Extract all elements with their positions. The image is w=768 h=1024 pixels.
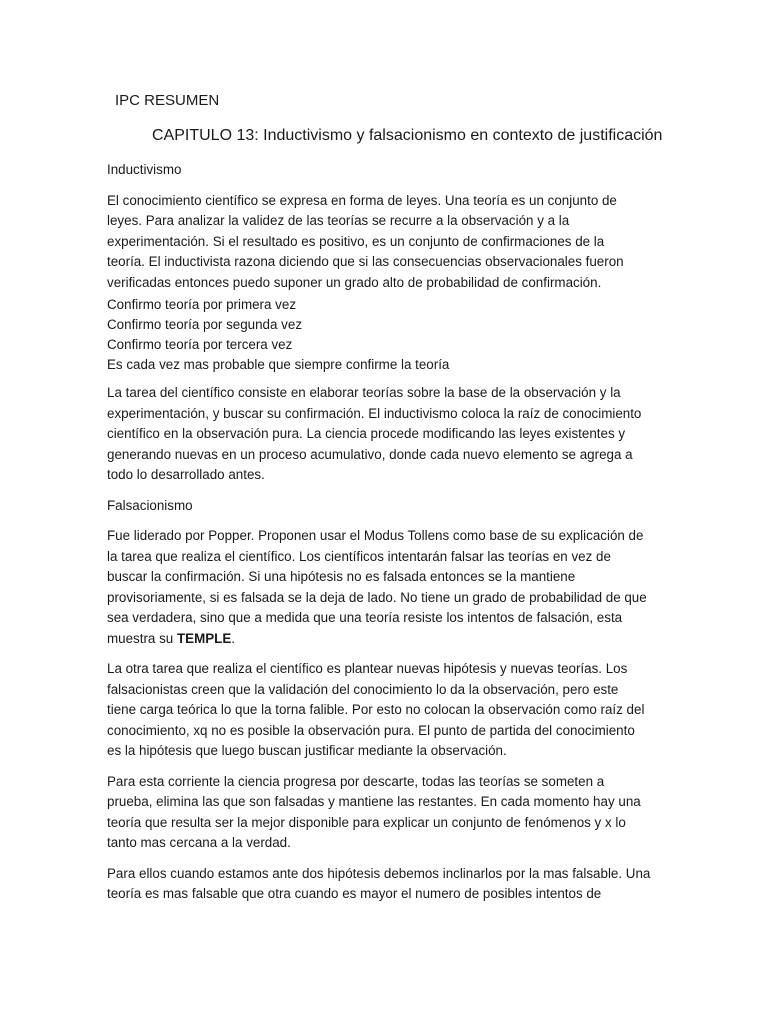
- text-line: teoría. El inductivista razona diciendo que si las consecuencias observacionales fueron: [107, 254, 624, 269]
- text-line: provisoriamente, si es falsada se la deja de lado. No tiene un grado de probabilidad de que: [107, 589, 647, 605]
- text-line: buscar la confirmación. Si una hipótesis no es falsada entonces se la mantiene: [107, 569, 576, 584]
- text-line: prueba, elimina las que son falsadas y mantiene las restantes. En cada momento hay una: [107, 794, 641, 809]
- section-heading-falsacionismo: Falsacionismo: [107, 497, 193, 513]
- text-line: sea verdadera, sino que a medida que una teoría resiste los intentos de falsación, esta: [107, 610, 623, 625]
- text-line: la tarea que realiza el científico. Los científicos intentarán falsar las teorías en vez de: [107, 548, 611, 564]
- text-line: experimentación, y buscar su confirmación. El inductivismo coloca la raíz de conocimiento: [107, 405, 642, 421]
- text-line: científico en la observación pura. La ciencia procede modificando las leyes existentes y: [107, 426, 626, 441]
- text-line: generando nuevas en un proceso acumulativo, donde cada nuevo elemento se agrega a: [107, 446, 633, 462]
- document-body: [107, 160, 667, 915]
- text-fragment: muestra su: [107, 630, 177, 646]
- text-line: El conocimiento científico se expresa en forma de leyes. Una teoría es un conjunto de: [107, 192, 617, 208]
- list-item: Confirmo teoría por segunda vez: [107, 317, 303, 332]
- document-title: IPC RESUMEN: [115, 92, 220, 109]
- paragraph-inductivismo-1: [107, 191, 667, 294]
- paragraph-falsacionismo-1: [107, 526, 667, 649]
- list-item: Confirmo teoría por primera vez: [107, 297, 297, 312]
- text-line: verificadas entonces puedo suponer un grado alto de probabilidad de confirmación.: [107, 274, 602, 290]
- bold-term-temple: TEMPLE: [176, 630, 232, 646]
- text-line: experimentación. Si el resultado es positivo, es un conjunto de confirmaciones de la: [107, 233, 605, 249]
- text-line: todo lo desarrollado antes.: [107, 467, 265, 482]
- list-item: Es cada vez mas probable que siempre confirme la teoría: [107, 357, 450, 372]
- paragraph-falsacionismo-2: [107, 659, 667, 762]
- text-line: tanto mas cercana a la verdad.: [107, 835, 291, 850]
- text-line: teoría que resulta ser la mejor disponible para explicar un conjunto de fenómenos y x lo: [107, 814, 626, 830]
- text-line: La tarea del científico consiste en elaborar teorías sobre la base de la observación y la: [107, 385, 621, 400]
- text-line: teoría es mas falsable que otra cuando es mayor el numero de posibles intentos de: [107, 886, 602, 901]
- section-heading-inductivismo: Inductivismo: [107, 162, 182, 177]
- text-line: falsacionistas creen que la validación del conocimiento lo da la observación, pero este: [107, 681, 619, 697]
- text-line: leyes. Para analizar la validez de las teorías se recurre a la observación y a la: [107, 213, 570, 228]
- confirmation-list: [107, 295, 667, 375]
- text-line: conocimiento, xq no es posible la observación pura. El punto de partida del conocimiento: [107, 722, 635, 738]
- chapter-title: CAPITULO 13: Inductivismo y falsacionismo en contexto de justificación: [152, 127, 663, 144]
- text-line: Fue liderado por Popper. Proponen usar el Modus Tollens como base de su explicación de: [107, 528, 644, 543]
- text-line: La otra tarea que realiza el científico es plantear nuevas hipótesis y nuevas teorías. Los: [107, 661, 628, 676]
- paragraph-inductivismo-2: [107, 383, 667, 486]
- text-line: Para ellos cuando estamos ante dos hipótesis debemos inclinarlos por la mas falsable. Una: [107, 865, 651, 881]
- text-line: es la hipótesis que luego buscan justificar mediante la observación.: [107, 743, 507, 758]
- text-line: Para esta corriente la ciencia progresa por descarte, todas las teorías se someten a: [107, 773, 605, 789]
- paragraph-falsacionismo-3: [107, 772, 667, 854]
- text-fragment: .: [231, 630, 236, 646]
- paragraph-falsacionismo-4: [107, 864, 667, 905]
- list-item: Confirmo teoría por tercera vez: [107, 337, 293, 352]
- text-line: [107, 629, 667, 650]
- text-line: tiene carga teórica lo que la torna falible. Por esto no colocan la observación como raíz del: [107, 702, 645, 717]
